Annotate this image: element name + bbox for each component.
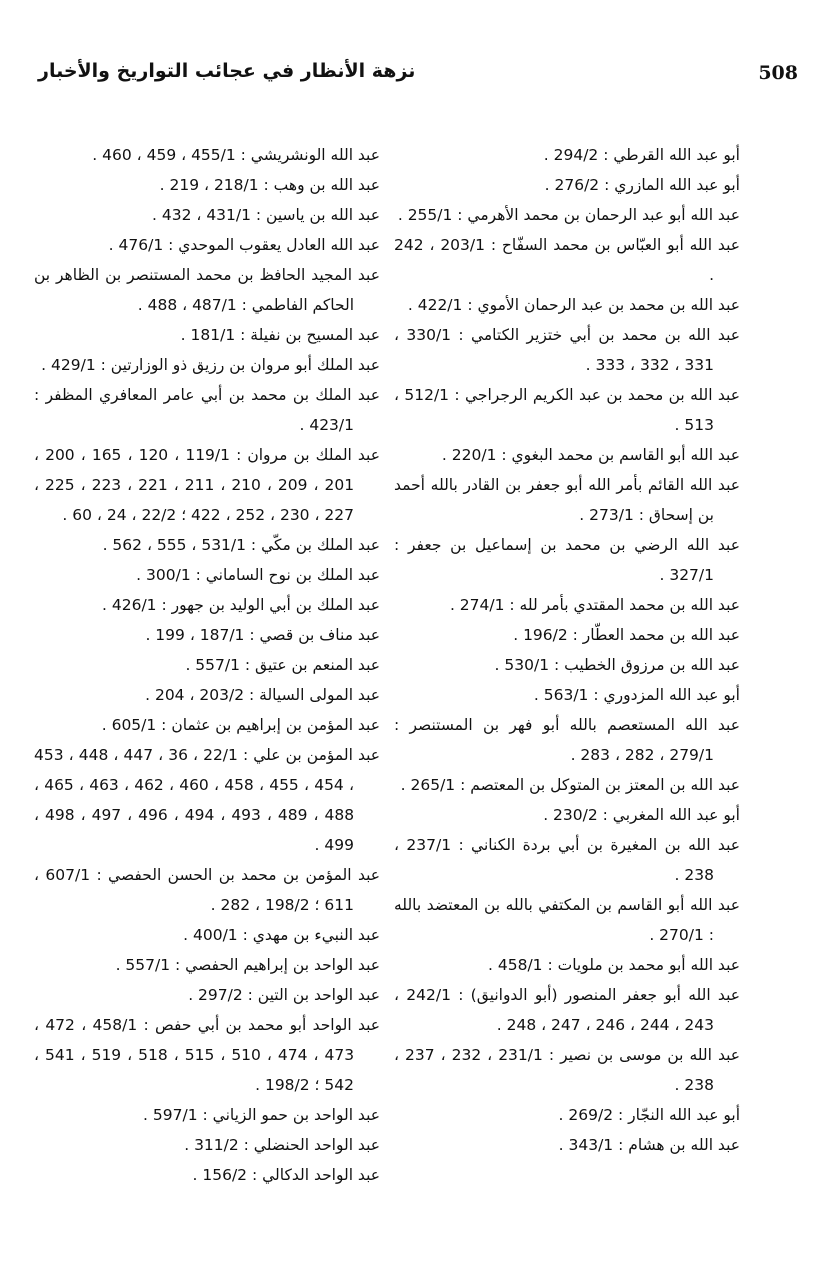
index-entry: عبد الله بن محمد بن أبي ختزير الكتامي : 330/1 ، 331 ، 332 ، 333 . [394, 326, 740, 374]
index-entry: عبد الواحد بن حمو الزياني : 597/1 . [143, 1106, 380, 1124]
index-entry: عبد المؤمن بن محمد بن الحسن الحفصي : 607/1 ، 611 ؛ 198/2 ، 282 . [34, 866, 380, 914]
index-entry: عبد المؤمن بن إبراهيم بن عثمان : 605/1 . [101, 716, 380, 734]
index-entry: عبد النبيء بن مهدي : 400/1 . [183, 926, 380, 944]
index-entry: عبد الله بن محمد بن عبد الرحمان الأموي : 422/1 . [407, 296, 740, 314]
index-entry: أبو عبد الله النجّار : 269/2 . [558, 1106, 740, 1124]
index-entry: عبد الملك بن أبي الوليد بن جهور : 426/1 . [102, 596, 380, 614]
index-entry: عبد الواحد بن إبراهيم الحفصي : 557/1 . [115, 956, 380, 974]
index-entry: أبو عبد الله القرطي : 294/2 . [543, 146, 740, 164]
index-entry: عبد الواحد الدكالي : 156/2 . [192, 1166, 380, 1184]
index-entry: عبد الواحد أبو محمد بن أبي حفص : 458/1 ، 472 ، 473 ، 474 ، 510 ، 515 ، 518 ، 519 ، 541 ، 542 ؛ 198/2 . [34, 1016, 381, 1094]
index-column-left [34, 140, 380, 1190]
index-entry: عبد الله أبو جعفر المنصور (أبو الدوانيق) : 242/1 ، 243 ، 244 ، 246 ، 247 ، 248 . [394, 986, 740, 1034]
index-entry: عبد الله بن موسى بن نصير : 231/1 ، 232 ، 237 ، 238 . [394, 1046, 741, 1094]
index-entry: عبد الله بن محمد العطّار : 196/2 . [513, 626, 740, 644]
index-entry: عبد الواحد بن التين : 297/2 . [188, 986, 380, 1004]
index-entry: عبد الملك بن نوح الساماني : 300/1 . [136, 566, 380, 584]
page-header [38, 52, 798, 92]
index-entry: أبو عبد الله المازري : 276/2 . [544, 176, 740, 194]
index-entry: عبد الله بن وهب : 218/1 ، 219 . [159, 176, 380, 194]
index-entry: عبد المجيد الحافظ بن محمد المستنصر بن الظاهر بن الحاكم الفاطمي : 487/1 ، 488 . [34, 266, 380, 314]
index-entry: عبد الملك أبو مروان بن رزيق ذو الوزارتين : 429/1 . [41, 356, 380, 374]
index-entry: عبد الله بن محمد بن عبد الكريم الرجراجي : 512/1 ، 513 . [394, 386, 740, 434]
index-entry: عبد المنعم بن عتيق : 557/1 . [185, 656, 380, 674]
index-entry: عبد الله أبو العبّاس بن محمد السفّاح : 203/1 ، 242 . [394, 236, 740, 284]
index-entry: عبد الله أبو محمد بن ملويات : 458/1 . [488, 956, 740, 974]
index-entry: عبد الله أبو عبد الرحمان بن محمد الأهرمي : 255/1 . [397, 206, 740, 224]
index-entry: عبد المؤمن بن علي : 22/1 ، 36 ، 447 ، 448 ، 453 ، 454 ، 455 ، 458 ، 460 ، 462 ، 463 ، 465 ، 488 ، 489 ، 493 ، 494 ، 496 ، 497 ، 498 ، 499 . [34, 746, 381, 854]
index-entry: عبد مناف بن قصي : 187/1 ، 199 . [145, 626, 380, 644]
index-entry: عبد الله العادل يعقوب الموحدي : 476/1 . [108, 236, 380, 254]
index-entry: أبو عبد الله المزدوري : 563/1 . [533, 686, 740, 704]
index-entry: عبد الله أبو القاسم بن محمد البغوي : 220/1 . [441, 446, 740, 464]
index-entry: عبد المولى السيالة : 203/2 ، 204 . [145, 686, 380, 704]
index-entry: عبد الله بن مرزوق الخطيب : 530/1 . [494, 656, 740, 674]
index-entry: أبو عبد الله المغربي : 230/2 . [543, 806, 740, 824]
index-entry: عبد الله بن المعتز بن المتوكل بن المعتصم : 265/1 . [400, 776, 740, 794]
page-number: 508 [758, 62, 798, 84]
index-entry: عبد الملك بن مكّي : 531/1 ، 555 ، 562 . [102, 536, 380, 554]
index-entry: عبد الواحد الحنضلي : 311/2 . [184, 1136, 380, 1154]
index-entry: عبد الله بن محمد المقتدي بأمر لله : 274/1 . [449, 596, 740, 614]
index-entry: عبد المسيح بن نفيلة : 181/1 . [180, 326, 380, 344]
index-entry: عبد الله بن ياسين : 431/1 ، 432 . [152, 206, 380, 224]
running-title: نزهة الأنظار في عجائب التواريخ والأخبار [38, 60, 416, 82]
index-entry: عبد الملك بن مروان : 119/1 ، 120 ، 165 ، 200 ، 201 ، 209 ، 210 ، 211 ، 221 ، 223 ، 225 ، 227 ، 230 ، 252 ، 422 ؛ 22/2 ، 24 ، 60 . [34, 446, 380, 524]
index-entry: عبد الله بن المغيرة بن أبي بردة الكناني : 237/1 ، 238 . [394, 836, 740, 884]
index-entry: عبد الله المستعصم بالله أبو فهر بن المستنصر : 279/1 ، 282 ، 283 . [394, 716, 740, 764]
index-entry: عبد الله الرضي بن محمد بن إسماعيل بن جعفر : 327/1 . [394, 536, 740, 584]
index-column-right [394, 140, 740, 1160]
index-entry: عبد الله الونشريشي : 455/1 ، 459 ، 460 . [92, 146, 380, 164]
index-entry: عبد الملك بن محمد بن أبي عامر المعافري المظفر : 423/1 . [34, 386, 380, 434]
index-entry: عبد الله أبو القاسم بن المكتفي بالله بن المعتضد بالله : 270/1 . [394, 896, 740, 944]
index-entry: عبد الله القائم بأمر الله أبو جعفر بن القادر بالله أحمد بن إسحاق : 273/1 . [394, 476, 740, 524]
index-entry: عبد الله بن هشام : 343/1 . [558, 1136, 740, 1154]
